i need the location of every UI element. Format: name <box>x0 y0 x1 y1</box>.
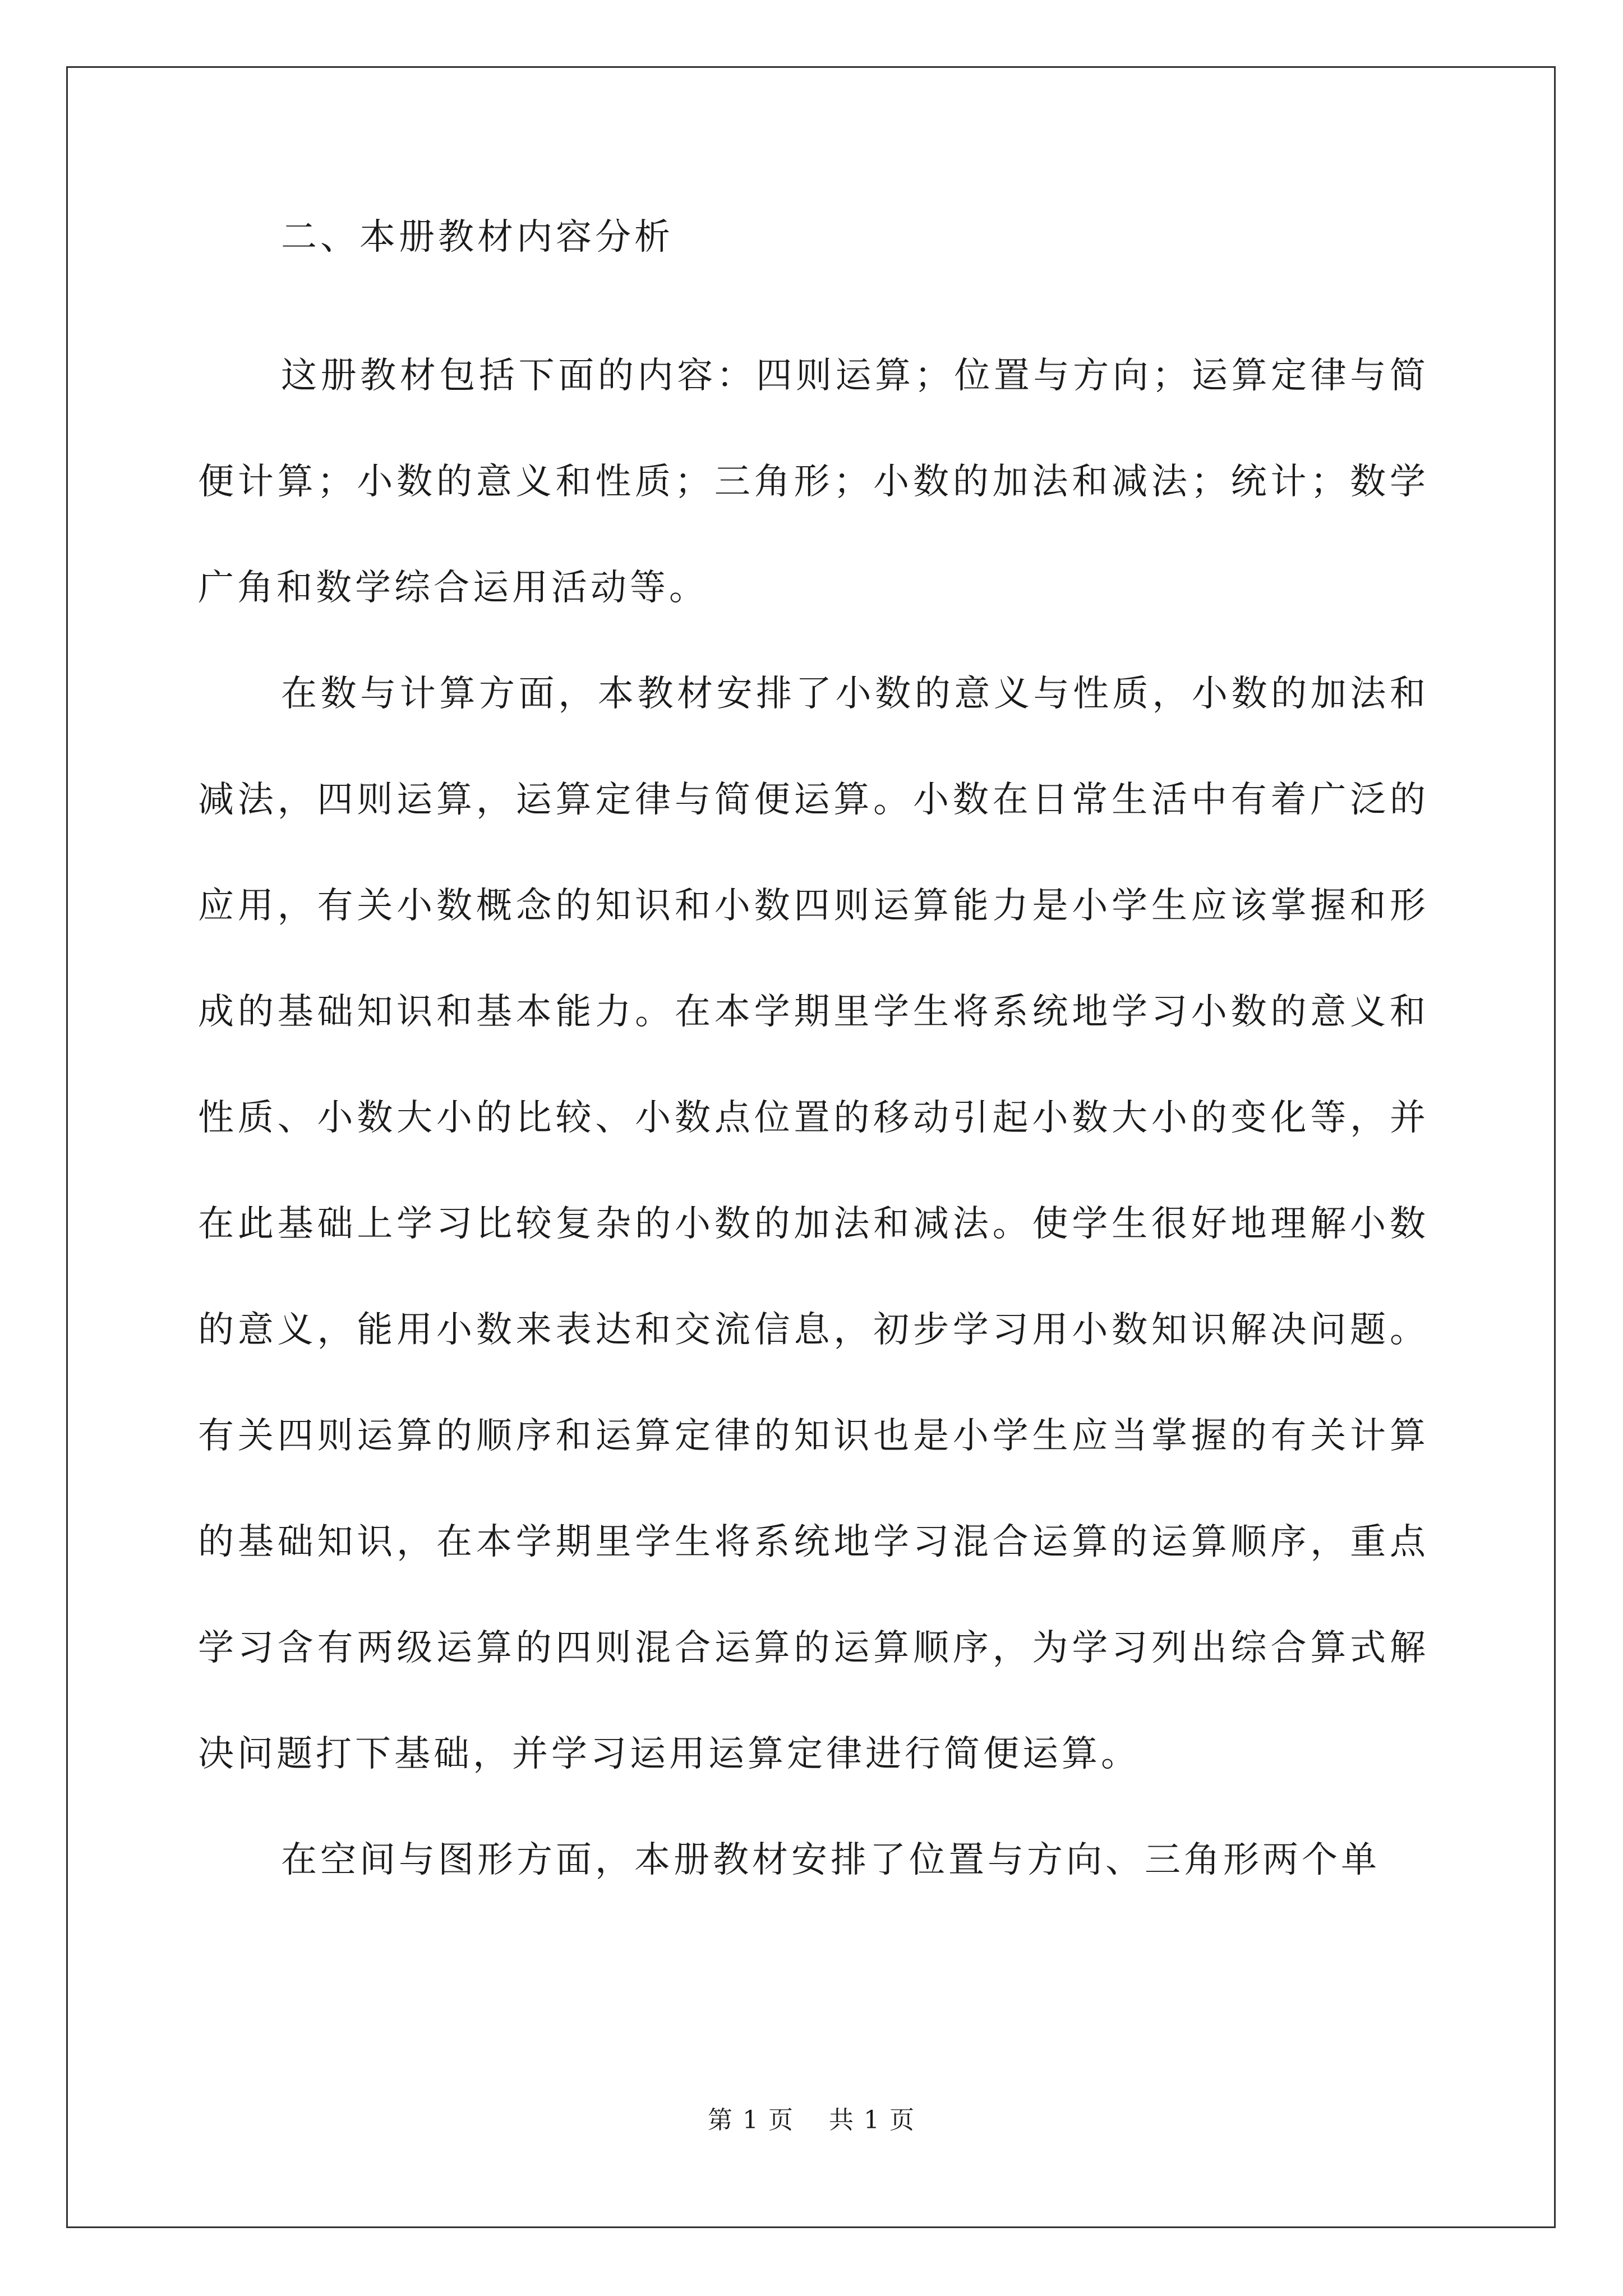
document-body <box>198 218 1429 1913</box>
page-number: 第 1 页 <box>708 2106 794 2134</box>
paragraph-number-calculation: 在数与计算方面，本教材安排了小数的意义与性质，小数的加法和减法，四则运算，运算定律与简便运算。小数在日常生活中有着广泛的应用，有关小数概念的知识和小数四则运算能力是小学生应该掌握和形成的基础知识和基本能力。在本学期里学生将系统地学习小数的意义和性质、小数大小的比较、小数点位置的移动引起小数大小的变化等，并在此基础上学习比较复杂的小数的加法和减法。使学生很好地理解小数的意义，能用小数来表达和交流信息，初步学习用小数知识解决问题。有关四则运算的顺序和运算定律的知识也是小学生应当掌握的有关计算的基础知识，在本学期里学生将系统地学习混合运算的运算顺序，重点学习含有两级运算的四则混合运算的运算顺序，为学习列出综合算式解决问题打下基础，并学习运用运算定律进行简便运算。 <box>198 673 1429 1775</box>
paragraph-contents: 这册教材包括下面的内容：四则运算；位置与方向；运算定律与简便计算；小数的意义和性质；三角形；小数的加法和减法；统计；数学广角和数学综合运用活动等。 <box>198 355 1429 609</box>
paragraph-space-graphics: 在空间与图形方面，本册教材安排了位置与方向、三角形两个单 <box>281 1839 1380 1881</box>
section-heading: 二、本册教材内容分析 <box>281 217 674 258</box>
page-total: 共 1 页 <box>829 2106 915 2134</box>
page-footer <box>0 2106 1623 2134</box>
